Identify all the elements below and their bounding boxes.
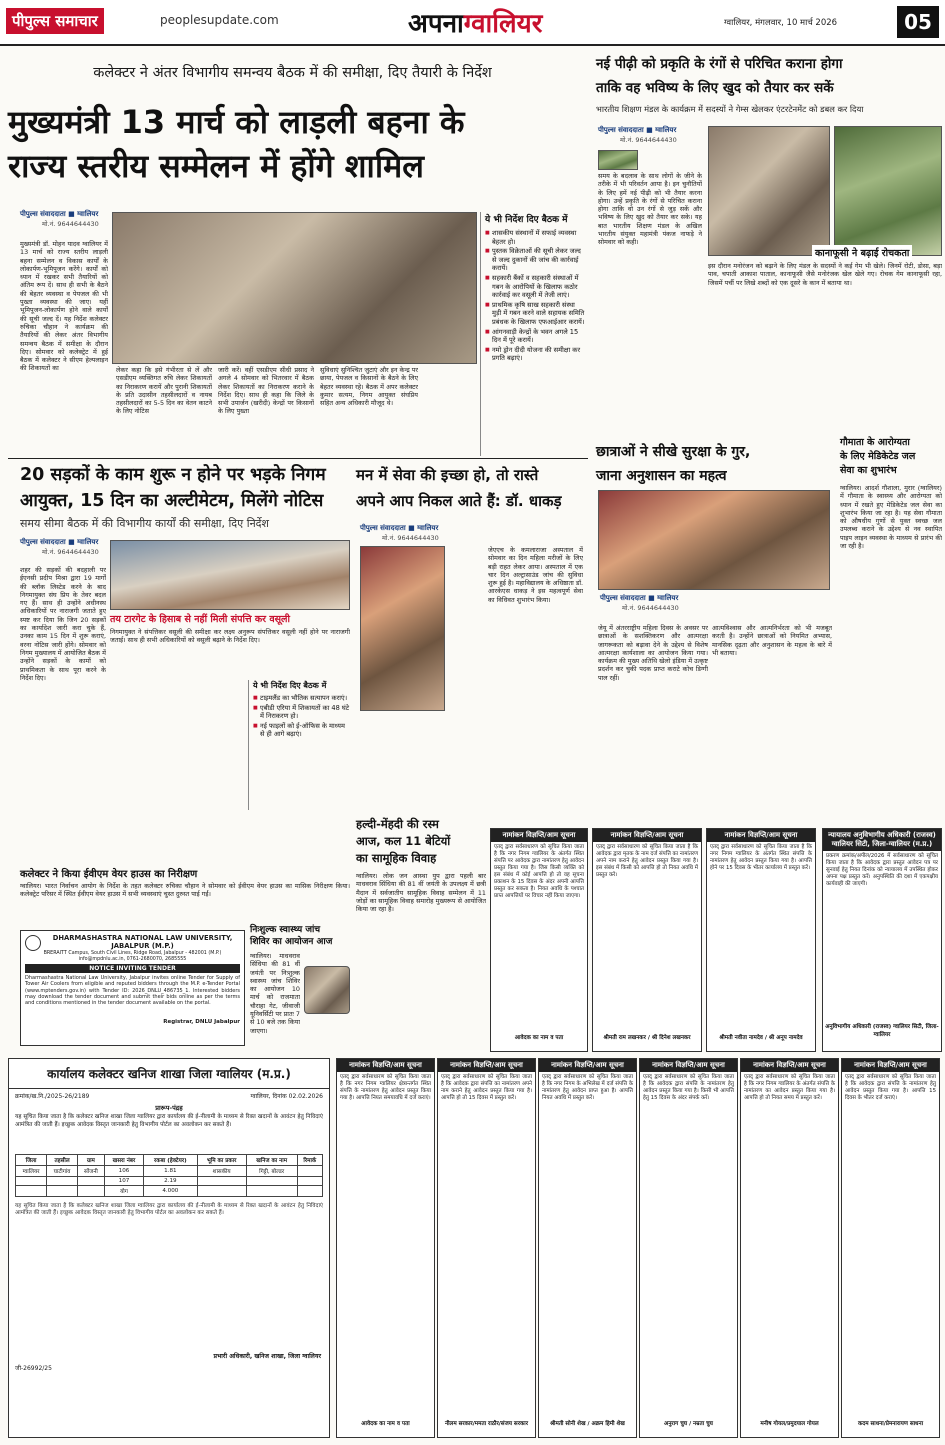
legal-notice-signatory: मनीष गोयल/प्रमुदयाल गोयल <box>760 1421 819 1427</box>
dateline: ग्वालियर, मंगलवार, 10 मार्च 2026 <box>724 18 838 28</box>
lead-headline-line2: राज्य स्तरीय सम्मेलन में होंगे शामिल <box>8 147 424 185</box>
legal-notice-title: नामांकन विज्ञप्ति/आम सूचना <box>741 1059 838 1072</box>
right-top-photo-left <box>598 150 638 170</box>
table-header-cell: जिला <box>16 1155 47 1166</box>
legal-notice-body: एतद् द्वारा सर्वसाधारण को सूचित किया जाता है कि नगर निगम ग्वालियर के अंतर्गत स्थित संपत्ति के नामांतरण हेतु आवेदन प्रस्तुत किया गया है। आपत्ति होने पर 15 दिवस के भीतर कार्यालय में प्रस्तुत करें। <box>710 844 812 871</box>
dnlu-address: BRERAITT Campus, South Civil Lines, Ridge Road, Jabalpur - 482001 (M.P.) <box>43 951 222 956</box>
legal-notice-signatory: श्रीमती राम लखनकर / श्री दिनेश लखनकर <box>603 1035 691 1041</box>
lead-photo <box>112 212 477 364</box>
legal-notice-signatory: श्रीमती सोनी शेख / अक्रम हिमी शेख <box>550 1421 625 1427</box>
table-cell <box>297 1166 322 1177</box>
table-cell: 2.19 <box>144 1177 198 1186</box>
table-cell: योग <box>104 1186 143 1197</box>
right-top-body2: इस दौरान मनोरंजन को बढ़ाने के लिए मंडल के सदस्यों ने कई गेम भी खेले। जिनमें रोटी, डोसा, बड़ा पाव, चपाती आकाश पाताल, कानाफूसी जैसे मनोरंजक खेल खेले गए। रोचक गेम कानाफूसी रहा, जिसमें पर्ची पर लिखे शब्दों को एक दूसरे के कान में बताया था। <box>708 262 942 287</box>
byline-mobile: मो.नं. 9644644430 <box>382 534 439 542</box>
lead-byline <box>20 210 99 228</box>
table-cell <box>47 1186 78 1197</box>
dnlu-notice-title: NOTICE INVITING TENDER <box>25 964 240 973</box>
mining-ad-date: ग्वालियर, दिनांक 02.02.2026 <box>250 1093 323 1100</box>
right-top-photo-speaker <box>708 126 830 256</box>
divider <box>8 458 588 459</box>
story6-headline-line2: शिविर का आयोजन आज <box>250 937 333 947</box>
table-cell <box>297 1186 322 1197</box>
story6-body: ग्वालियर। माधवराव सिंधिया की 81 वीं जयंती पर निःशुल्क स्वास्थ्य जांच शिविर का आयोजन 10 मार्च को राजमाता चौराहा गेट, जीवाजी यूनिवर्सिटी पर प्रातः 7 से 10 बजे तक किया जाएगा। <box>250 952 300 1035</box>
table-cell: 1.81 <box>144 1166 198 1177</box>
story2-photo <box>110 540 350 610</box>
story2-sidebar-list <box>253 694 350 739</box>
legal-notice <box>740 1058 839 1438</box>
table-cell <box>77 1186 104 1197</box>
table-cell <box>197 1186 246 1197</box>
legal-notice-body: एतद् द्वारा सर्वसाधारण को सूचित किया जाता है कि नगर निगम ग्वालियर क्षेत्रान्तर्गत स्थित संपत्ति के नामांतरण हेतु आवेदन प्रस्तुत किया गया है। आपत्ति नियत समयावधि में दर्ज कराएं। <box>340 1074 431 1101</box>
dnlu-body: Dharmashastra National Law University, Jabalpur invites online Tender for Supply of Tower Air Coolers from eligible and reputed bidders through the M.P. e-Tender Portal (www.mptenders.gov.in) with Tender ID: 2026_DNLU_486735_1. Interested bidders may download the tender document and submit their bids online as per the terms and conditions mentioned in the tender document available on the portal. <box>25 975 240 1007</box>
table-cell <box>197 1177 246 1186</box>
lead-col1: मुख्यमंत्री डॉ. मोहन यादव ग्वालियर में 13 मार्च को राज्य स्तरीय लाड़ली बहना सम्मेलन व विकास कार्यों के लोकार्पण-भूमिपूजन करेंगे। कार्यों को ध्यान में रखकर सभी तैयारियों को अंतिम रूप दें। साथ ही सभी के बैठने की बेहतर व्यवस्था व पेयजल की भी पुख्ता व्यवस्था की जाए। यहीं भूमिपूजन-लोकार्पण होने वाले कार्यों की सूची जल्द दें। यह निर्देश कलेक्टर रुचिका चौहान ने कार्यक्रम की तैयारियों की लेकर अंतर विभागीय समन्वय बैठक में समीक्षा के दौरान दिए। सोमवार को कलेक्ट्रेट में हुई बैठक में कलेक्टर ने सीएम हेल्पलाइन की शिकायतों का <box>20 240 108 373</box>
right-mid-headline-line1: छात्राओं ने सीखे सुरक्षा के गुर, <box>596 444 751 460</box>
story2-body2: निगमायुक्त ने संपत्तिकर वसूली की समीक्षा कर लक्ष्य अनुरूप संपत्तिकर वसूली नहीं होने पर नाराजगी जताई। साथ ही सभी अधिकारियों को वसूली बढ़ाने के निर्देश दिए। <box>110 628 350 645</box>
byline-text: पीपुल्स संवाददाता ■ ग्वालियर <box>598 126 677 134</box>
table-header-cell: खसरा नंबर <box>104 1155 143 1166</box>
legal-notice-signatory: आवेदक का नाम व पता <box>514 1035 564 1041</box>
university-seal-icon <box>25 935 41 951</box>
lead-sidebar-list <box>485 229 585 363</box>
bullet-item: ■ नई फाइलों को ई-ऑफिस के माध्यम से ही आगे बढ़ाएं। <box>253 722 350 739</box>
legal-notice-body: एतद् द्वारा सर्वसाधारण को सूचित किया जाता है कि नगर निगम ग्वालियर के अंतर्गत संपत्ति के नामांतरण का आवेदन प्रस्तुत किया गया है। आपत्ति हो तो नियत समय में प्रस्तुत करें। <box>744 1074 835 1101</box>
table-cell: 107 <box>104 1177 143 1186</box>
lead-col3: जारी करें। वहीं एसडीएम सीधी प्रसाद ने अगले 4 सोमवार को भितरवार में बैठक लेकर शिकायतों का निराकरण कराने के निर्देश दिए। साथ ही कहा कि जिले के सभी उपार्जन (खरीदी) केन्द्रों पर किसानों के लिए पुख्ता <box>218 366 314 416</box>
story6-headline <box>250 924 350 948</box>
story3-byline <box>360 524 439 542</box>
table-row <box>16 1166 323 1177</box>
mining-ad-signatory: प्रभारी अधिकारी, खनिज शाखा, जिला ग्वालियर <box>213 1353 321 1360</box>
bullet-item: ■ नमो ड्रोन दीदी योजना की समीक्षा कर प्रगति बढ़ाएं। <box>485 346 585 363</box>
story2-photo-caption: तय टारगेट के हिसाब से नहीं मिली संपत्ति कर वसूली <box>110 614 290 625</box>
table-cell: घाटीगांव <box>47 1166 78 1177</box>
legal-notice-title: नामांकन विज्ञप्ति/आम सूचना <box>640 1059 737 1072</box>
right-legal-notice-signatory: अनुविभागीय अधिकारी (राजस्व) ग्वालियर सिटी, जिला-ग्वालियर <box>825 1024 939 1038</box>
story2-headline-line1: 20 सड़कों के काम शुरू न होने पर भड़के निगम <box>20 465 326 485</box>
story5-headline: कलेक्टर ने किया ईवीएम वेयर हाउस का निरीक्षण <box>20 869 198 880</box>
table-cell <box>246 1177 297 1186</box>
right-legal-notice-body: प्रकरण क्रमांक/अपील/2026 में सर्वसाधारण को सूचित किया जाता है कि आवेदक द्वारा प्रस्तुत आवेदन पत्र पर सुनवाई हेतु नियत दिनांक को न्यायालय में उपस्थित होकर अपना पक्ष प्रस्तुत करें। अनुपस्थिति की दशा में एकपक्षीय कार्यवाही की जाएगी। <box>826 853 938 887</box>
byline-mobile: मो.नं. 9644644430 <box>42 220 99 228</box>
right-mid-byline <box>600 594 679 612</box>
right-mid-body: जेयू में अंतरराष्ट्रीय महिला दिवस के अवसर पर छात्राओं के सशक्तिकरण और आत्मरक्षा जागरूकता को बढ़ावा देने के उद्देश्य से विशेष आत्मरक्षा कार्यशाला का आयोजन किया गया। कार्यक्रम की मुख्य अतिथि खेलो इंडिया में उत्कृष्ट प्रदर्शन कर चुकी पदक प्राप्त कराटे कोच डिग्गी पाल रहीं। <box>598 624 708 682</box>
legal-notice-title: नामांकन विज्ञप्ति/आम सूचना <box>539 1059 636 1072</box>
table-cell <box>77 1177 104 1186</box>
mining-ad-body: यह सूचित किया जाता है कि कलेक्टर खनिज शाखा जिला ग्वालियर द्वारा कार्यालय की ई-नीलामी के माध्यम से रिक्त खदानों के आवंटन हेतु निविदाएं आमंत्रित की जाती हैं। इच्छुक आवेदक विस्तृत जानकारी हेतु विभागीय पोर्टल का अवलोकन कर सकते हैं। <box>15 1114 323 1128</box>
section-title <box>408 4 542 40</box>
story3-body: जेएएच के कमलाराजा अस्पताल में सोमवार का दिन महिला मरीजों के लिए बड़ी राहत लेकर आया। अस्पताल में एक चार दिन अल्ट्रासाउंड जांच की सुविधा शुरू हुई है। महाविद्यालय के अधिष्ठाता डॉ. आरकेएस धाकड़ ने इस महत्वपूर्ण सेवा का विधिवत शुभारंभ किया। <box>488 546 583 604</box>
right-side-body: ग्वालियर। आदर्श गौशाला, मुरार (ग्वालियर) में गौमाता के स्वास्थ्य और आरोग्यता को ध्यान में रखते हुए मेडिकेटेड जल सेवा का शुभारंभ किया जा रहा है। यह सेवा गौमाता को औषधीय गुणों से युक्त स्वच्छ जल उपलब्ध कराने के उद्देश्य से नव स्थापित पाइप लाइन व्यवस्था के माध्यम से प्रारंभ की जा रही है। <box>840 484 942 551</box>
right-mid-photo <box>598 490 830 590</box>
dnlu-ad <box>20 930 245 1046</box>
story4-body: ग्वालियर। लोक जन आस्था युप द्वारा पहली बार माधवराव सिंधिया की 81 वीं जयंती के उपलक्ष्य में छत्री मैदान में सर्वजातीय सामूहिक विवाह सम्मेलन में 11 जोड़ों का सामूहिक विवाह समारोह मुख्यरूप से आयोजित किया जा रहा है। <box>356 872 486 914</box>
mining-table-body <box>16 1166 323 1197</box>
dnlu-contact: info@mpdnlu.ac.in, 0761-2680070, 2685555 <box>78 957 187 962</box>
table-cell <box>16 1186 47 1197</box>
legal-notice-title: नामांकन विज्ञप्ति/आम सूचना <box>438 1059 535 1072</box>
story5-body: ग्वालियर। भारत निर्वाचन आयोग के निर्देश के तहत कलेक्टर रुचिका चौहान ने सोमवार को ईवीएम वेयर हाउस का मासिक निरीक्षण किया। कलेक्ट्रेट परिसर में स्थित ईवीएम वेयर हाउस में सभी व्यवस्थाएं चुस्त दुरुस्त पाई गईं। <box>20 882 350 899</box>
legal-notice <box>841 1058 940 1438</box>
legal-notice-signatory: नीलम सरकार/ममता राठौर/संजय सरकार <box>444 1421 529 1427</box>
table-cell: 4.000 <box>144 1186 198 1197</box>
story4-headline-line1: हल्दी-मेंहदी की रस्म <box>356 817 439 831</box>
table-row <box>16 1186 323 1197</box>
mining-ad-footer-ref: जी-26992/25 <box>15 1365 52 1372</box>
bullet-item: ■ प्राथमिक कृषि साख सहकारी संस्था मुड़ी में गबन करने वाले सहायक समिति प्रबंधक के खिलाफ एफआईआर करायें। <box>485 301 585 327</box>
lead-headline-line1: मुख्यमंत्री 13 मार्च को लाड़ली बहना के <box>8 103 465 141</box>
lead-sidebar <box>480 212 585 456</box>
website-link[interactable]: peoplesupdate.com <box>160 13 279 27</box>
lead-sidebar-title: ये भी निर्देश दिए बैठक में <box>485 215 568 225</box>
right-side-headline <box>840 436 942 478</box>
brand-logo: पीपुल्स समाचार <box>6 8 104 34</box>
right-top-headline-line1: नई पीढ़ी को प्रकृति के रंगों से परिचित कराना होगा <box>596 56 843 72</box>
story2-byline <box>20 538 99 556</box>
right-top-byline <box>598 126 677 144</box>
byline-text: पीपुल्स संवाददाता ■ ग्वालियर <box>20 210 99 218</box>
bullet-item: ■ सहकारी बैंकों व सहकारी संस्थाओं में गबन के आरोपियों के खिलाफ कठोर कार्रवाई कर वसूली में तेजी लाएं। <box>485 274 585 300</box>
right-mid-headline <box>596 440 836 488</box>
legal-notice-body: एतद् द्वारा सर्वसाधारण को सूचित किया जाता है कि आवेदक द्वारा मृतक के नाम दर्ज संपत्ति का नामांतरण अपने नाम कराने हेतु आवेदन प्रस्तुत किया गया है। इस संबंध में किसी को आपत्ति हो तो नियत अवधि में प्रस्तुत करे। <box>596 844 698 878</box>
byline-mobile: मो.नं. 9644644430 <box>42 548 99 556</box>
story2-body: शहर की सड़कों की बदहाली पर ईएनसी प्रदीप मिश्रा द्वारा 19 मार्गों की ब्लॉक लिस्टेड करने के बाद निगमायुक्त संघ प्रिय के तेवर बदल गए हैं। साथ ही उन्होंने अधीनस्थ अधिकारियों पर नाराजगी जताते हुए स्पष्ट कर दिया कि जिन 20 सड़कों का कार्यादेश जारी करा चुके हैं, उनका काम 15 दिन में शुरू कराएं, वरना नोटिस जारी होंगे। सोमवार को निगम मुख्यालय में आयोजित बैठक में उन्होंने सड़कों के कामों को प्राथमिकता के साथ पूरा करने के निर्देश दिए। <box>20 566 106 682</box>
story3-photo <box>360 546 445 711</box>
story4-headline-line2: आज, कल 11 बेटियों <box>356 834 451 848</box>
legal-notice-signatory: श्रीमती नवीता नामदेव / श्री अनूप नामदेव <box>719 1035 803 1041</box>
story2-headline <box>20 462 350 514</box>
right-legal-notice-title: न्यायालय अनुविभागीय अधिकारी (राजस्व) ग्वालियर सिटी, जिला-ग्वालियर (म.प्र.) <box>823 829 941 851</box>
story2-subhead: समय सीमा बैठक में की विभागीय कार्यों की समीक्षा, दिए निर्देश <box>20 517 270 530</box>
mining-ad-title: कार्यालय कलेक्टर खनिज शाखा जिला ग्वालियर (म.प्र.) <box>9 1059 329 1089</box>
lead-col2: लेकर कहा कि इसे गंभीरता से लें और एसडीएम व्यक्तिगत रुचि लेकर शिकायतों का निराकरण करायें और पुरानी शिकायतों के प्रति उदासीन तहसीलदारों व नायब तहसीलदारों का 5-5 दिन का वेतन काटने के लिए नोटिस <box>116 366 212 416</box>
legal-notice-signatory: कदम साधना/प्रेमनारायण साधना <box>857 1421 924 1427</box>
story2-headline-line2: आयुक्त, 15 दिन का अल्टीमेटम, मिलेंगे नोटिस <box>20 491 324 511</box>
byline-text: पीपुल्स संवाददाता ■ ग्वालियर <box>600 594 679 602</box>
table-cell: सोंजनी <box>77 1166 104 1177</box>
page-number: 05 <box>897 6 939 38</box>
right-top-headline-line2: ताकि वह भविष्य के लिए खुद को तैयार कर सकें <box>596 80 834 96</box>
table-header-cell: रिमार्क <box>297 1155 322 1166</box>
lead-headline <box>8 100 588 188</box>
story2-sidebar-title: ये भी निर्देश दिए बैठक में <box>253 681 327 690</box>
legal-notice-title: नामांकन विज्ञप्ति/आम सूचना <box>491 829 587 842</box>
right-top-body: समय के बदलाव के साथ लोगों के जीने के तरीके में भी परिवर्तन आया है। इन चुनौतियों के लिए हमें नई पीढ़ी को भी तैयार करना होगा। उन्हें प्रकृति के रंगों से परिचित कराना होगा ताकि वो उन रंगों से जुड़ सकें और भविष्य के लिए खुद को तैयार कर सके। यह बात भारतीय शिक्षण मंडल के अखिल भारतीय संयुक्त महामंत्री पंकज नाफड़े ने सोमवार को कही। <box>598 172 702 247</box>
legal-notice-signatory: अनुराग चुघ / नम्रता चुघ <box>664 1421 713 1427</box>
mining-table-header <box>16 1155 323 1166</box>
story6-photo <box>304 966 350 1014</box>
table-cell: 106 <box>104 1166 143 1177</box>
right-side-headline-line2: के लिए मेडिकेटेड जल <box>840 451 916 462</box>
byline-text: पीपुल्स संवाददाता ■ ग्वालियर <box>360 524 439 532</box>
story3-headline <box>356 462 586 514</box>
legal-notice-body: एतद् द्वारा सर्वसाधारण को सूचित किया जाता है कि आवेदक द्वारा संपत्ति के नामांतरण हेतु आवेदन प्रस्तुत किया गया है। किसी भी आपत्ति हेतु 15 दिवस के अंदर संपर्क करें। <box>643 1074 734 1101</box>
legal-notice <box>592 828 702 1052</box>
mining-table <box>15 1154 323 1197</box>
table-header-cell: खनिज का नाम <box>246 1155 297 1166</box>
table-header-cell: ग्राम <box>77 1155 104 1166</box>
legal-notice-title: नामांकन विज्ञप्ति/आम सूचना <box>707 829 815 842</box>
legal-notice-title: नामांकन विज्ञप्ति/आम सूचना <box>337 1059 434 1072</box>
bullet-item: ■ एबीडी एरिया में शिकायतों का 48 घंटे में निराकरण हो। <box>253 704 350 721</box>
table-cell: शासकीय <box>197 1166 246 1177</box>
right-side-headline-line1: गौमाता के आरोग्यता <box>840 437 910 448</box>
legal-notice <box>336 1058 435 1438</box>
legal-notice <box>706 828 816 1052</box>
table-cell <box>47 1177 78 1186</box>
lead-col4: सुविधाएं सुनिश्चित जुटाएं और इन केन्द्र पर छाया, पेयजल व किसानों के बैठने के लिए बेहतर व्यवस्था रहे। बैठक में अपर कलेक्टर कुमार सत्यम, निगम आयुक्त संघप्रिय सहित अन्य अधिकारी मौजूद थे। <box>320 366 418 408</box>
bullet-item: ■ आंगनवाड़ी केन्द्रों के भवन अगले 15 दिन में पूरे करायें। <box>485 328 585 345</box>
table-cell <box>297 1177 322 1186</box>
masthead <box>0 0 945 46</box>
table-header-cell: तहसील <box>47 1155 78 1166</box>
table-cell <box>246 1186 297 1197</box>
legal-notice-body: एतद् द्वारा सर्वसाधारण को सूचित किया जाता है कि नगर निगम के अभिलेख में दर्ज संपत्ति के नामांतरण हेतु आवेदन प्राप्त हुआ है। आपत्ति नियत अवधि में प्रस्तुत करें। <box>542 1074 633 1101</box>
legal-notice <box>490 828 588 1052</box>
mining-ad <box>8 1058 330 1438</box>
right-legal-notice <box>822 828 942 1052</box>
story6-headline-line1: निःशुल्क स्वास्थ्य जांच <box>250 925 321 935</box>
right-top-subhead: भारतीय शिक्षण मंडल के कार्यक्रम में सदस्यों ने गेम्स खेलकर एंटरटेनमेंट को डबल कर दिया <box>596 104 864 114</box>
mining-ad-body-repeat: यह सूचित किया जाता है कि कलेक्टर खनिज शाखा जिला ग्वालियर द्वारा कार्यालय की ई-नीलामी के माध्यम से रिक्त खदानों के आवंटन हेतु निविदाएं आमंत्रित की जाती हैं। इच्छुक आवेदक विस्तृत जानकारी हेतु विभागीय पोर्टल का अवलोकन कर सकते हैं। <box>15 1203 323 1217</box>
bullet-item: ■ शासकीय संस्थानों में सफाई व्यवस्था बेहतर हो। <box>485 229 585 246</box>
legal-notice-body: एतद् द्वारा सर्वसाधारण को सूचित किया जाता है कि आवेदक द्वारा संपत्ति का नामांतरण अपने नाम कराने हेतु आवेदन प्रस्तुत किया गया है। आपत्ति हो तो 15 दिवस में प्रस्तुत करें। <box>441 1074 532 1101</box>
story4-headline-line3: का सामूहिक विवाह <box>356 851 437 865</box>
legal-notice-title: नामांकन विज्ञप्ति/आम सूचना <box>842 1059 939 1072</box>
bullet-item: ■ पुस्तक विक्रेताओं की सूची लेकर जल्द से जल्द दुकानों की जांच की कार्रवाई करायें। <box>485 247 585 273</box>
dnlu-title: DHARMASHASTRA NATIONAL LAW UNIVERSITY, JABALPUR (M.P.) <box>52 934 233 950</box>
legal-notice-body: एतद् द्वारा सर्वसाधारण को सूचित किया जाता है कि नगर निगम ग्वालियर के अंतर्गत स्थित संपत्ति पर आवेदक द्वारा नामांतरण हेतु आवेदन प्रस्तुत किया गया है। जिस किसी व्यक्ति को इस संबंध में कोई आपत्ति हो तो वह सूचना प्रकाशन के 15 दिवस के अंदर अपनी आपत्ति प्रस्तुत कर सकता है। नियत अवधि के पश्चात प्राप्त आपत्तियों पर विचार नहीं किया जाएगा। <box>494 844 584 899</box>
story2-sidebar <box>248 680 350 810</box>
right-side-headline-line3: सेवा का शुभारंभ <box>840 465 897 476</box>
dnlu-signatory: Registrar, DNLU Jabalpur <box>163 1019 240 1025</box>
table-cell: ग्वालियर <box>16 1166 47 1177</box>
legal-notice <box>639 1058 738 1438</box>
byline-mobile: मो.नं. 9644644430 <box>620 136 677 144</box>
lead-kicker: कलेक्टर ने अंतर विभागीय समन्वय बैठक में की समीक्षा, दिए तैयारी के निर्देश <box>93 65 492 81</box>
byline-text: पीपुल्स संवाददाता ■ ग्वालियर <box>20 538 99 546</box>
legal-notice <box>538 1058 637 1438</box>
right-top-photo-caption: कानाफूसी ने बढ़ाई रोचकता <box>812 245 912 260</box>
section-name: ग्वालियर <box>463 9 543 39</box>
story4-headline <box>356 816 486 867</box>
mining-ad-section: प्रारूप-पंद्रह <box>155 1104 183 1112</box>
table-row <box>16 1177 323 1186</box>
bullet-item: ■ टाइमलैंड का भौतिक सत्यापन कराएं। <box>253 694 350 703</box>
right-top-headline <box>596 52 942 100</box>
table-header-cell: रकबा (हेक्टेयर) <box>144 1155 198 1166</box>
table-header-cell: भूमि का प्रकार <box>197 1155 246 1166</box>
byline-mobile: मो.नं. 9644644430 <box>622 604 679 612</box>
right-mid-headline-line2: जाना अनुशासन का महत्व <box>596 468 727 484</box>
section-prefix: अपना <box>408 9 464 39</box>
right-top-photo-group <box>834 126 942 256</box>
mining-ad-ref: क्रमांक/ख.नि./2025-26/2189 <box>15 1093 90 1100</box>
legal-notice-title: नामांकन विज्ञप्ति/आम सूचना <box>593 829 701 842</box>
legal-notice-signatory: आवेदक का नाम व पता <box>361 1421 410 1427</box>
story3-headline-line2: अपने आप निकल आते हैं: डॉ. धाकड़ <box>356 492 562 510</box>
table-cell <box>16 1177 47 1186</box>
legal-notice <box>437 1058 536 1438</box>
legal-notice-body: एतद् द्वारा सर्वसाधारण को सूचित किया जाता है कि आवेदक द्वारा संपत्ति के नामांतरण हेतु आवेदन प्रस्तुत किया गया है। आपत्ति 15 दिवस के भीतर दर्ज कराएं। <box>845 1074 936 1101</box>
table-cell: गिट्टी, बोल्डर <box>246 1166 297 1177</box>
right-mid-body2: आत्मविश्वास और आत्मनिर्भरता को भी मजबूत करती है। उन्होंने छात्राओं को नियमित अभ्यास, मानसिक दृढ़ता और अनुशासन के महत्व के बारे में भी बताया। <box>712 624 832 657</box>
story3-headline-line1: मन में सेवा की इच्छा हो, तो रास्ते <box>356 466 539 484</box>
